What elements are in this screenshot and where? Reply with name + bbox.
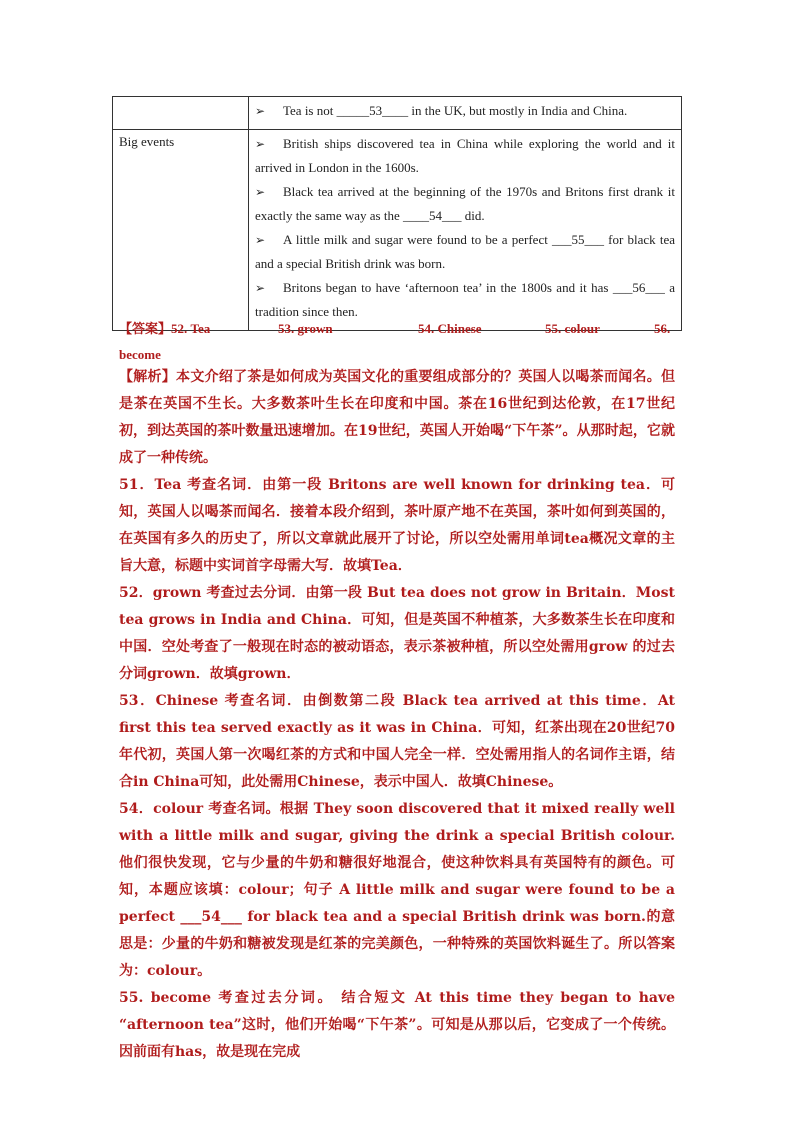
analysis-paragraph: 53．Chinese 考查名词．由倒数第二段 Black tea arrived at this time．At first this tea served exactly as it was in China．可知，红茶出现在20世纪70年代初，英国人第一次喝红茶的方式和中国人完全一样．空处需用指人的名词作主语，结合in China可知，此处需用Chinese，表示中国人．故填Chinese。 (119, 693, 675, 790)
analysis-paragraph: 52．grown 考查过去分词．由第一段 But tea does not grow in Britain．Most tea grows in India and China．可知，但是英国不种植茶，大多数茶生长在印度和中国．空处考查了一般现在时态的被动语态，表示茶被种植，所以空处需用grow 的过去分词grown．故填grown． (119, 585, 675, 682)
bullet-item (255, 228, 675, 276)
bullet-item (255, 99, 675, 123)
table-row (113, 130, 682, 331)
bullet-item (255, 180, 675, 228)
table-label-cell (113, 97, 249, 130)
arrow-bullet-icon: ➢ (255, 233, 266, 247)
arrow-bullet-icon: ➢ (255, 185, 266, 199)
answer-row (119, 316, 675, 342)
arrow-bullet-icon: ➢ (255, 137, 266, 151)
arrow-bullet-icon: ➢ (255, 281, 266, 295)
table-content-cell (249, 97, 682, 130)
bullet-text: Britons began to have ‘afternoon tea’ in the 1800s and it has ___56___ a tradition since then. (255, 280, 675, 319)
bullet-text: A little milk and sugar were found to be a perfect ___55___ for black tea and a special British drink was born. (255, 232, 675, 271)
bullet-text: Black tea arrived at the beginning of the 1970s and Britons first drank it exactly the same way as the ____54___ did. (255, 184, 675, 223)
table-content-cell (249, 130, 682, 331)
answer-55: 55. colour (545, 321, 600, 336)
arrow-bullet-icon: ➢ (255, 104, 266, 118)
answer-label: 【答案】52. Tea (119, 321, 211, 336)
summary-table (112, 96, 682, 331)
answer-53: 53. grown (278, 321, 333, 336)
bullet-text: Tea is not _____53____ in the UK, but mostly in India and China. (283, 103, 628, 118)
bullet-text: British ships discovered tea in China while exploring the world and it arrived in London in the 1600s. (255, 136, 675, 175)
analysis-section (119, 364, 675, 1066)
analysis-paragraph: 55. become 考查过去分词。 结合短文 At this time they began to have “afternoon tea”这时，他们开始喝“下午茶”。可知是从那以后，它变成了一个传统。因前面有has，故是现在完成 (119, 990, 675, 1060)
row-label: Big events (119, 134, 175, 149)
bullet-item (255, 132, 675, 180)
analysis-paragraph: 54．colour 考查名词。根据 They soon discovered that it mixed really well with a little milk and sugar, giving the drink a special British colour. 他们很快发现，它与少量的牛奶和糖很好地混合，使这种饮料具有英国特有的颜色。可知，本题应该填：colour；句子 A little milk and sugar were found to be a perfect ___54___ for black tea and a special British drink was born.的意思是：少量的牛奶和糖被发现是红茶的完美颜色，一种特殊的英国饮料诞生了。所以答案为：colour。 (119, 801, 675, 979)
table-label-cell (113, 130, 249, 331)
analysis-paragraph: 【解析】本文介绍了茶是如何成为英国文化的重要组成部分的？英国人以喝茶而闻名。但是茶在英国不生长。大多数茶叶生长在印度和中国。茶在16世纪到达伦敦，在17世纪初，到达英国的茶叶数量迅速增加。在19世纪，英国人开始喝“下午茶”。从那时起，它就成了一种传统。 (119, 369, 675, 466)
table-row (113, 97, 682, 130)
answer-56: 56. (654, 321, 671, 336)
answer-key (119, 316, 675, 368)
analysis-paragraph: 51．Tea 考查名词．由第一段 Britons are well known for drinking tea．可知，英国人以喝茶而闻名．接着本段介绍到，茶叶原产地不在英国，茶叶如何到英国的，在英国有多久的历史了，所以文章就此展开了讨论，所以空处需用单词tea概况文章的主旨大意，标题中实词首字母需大写．故填Tea． (119, 477, 675, 574)
answer-54: 54. Chinese (418, 321, 482, 336)
answer-56-word: become (119, 347, 161, 362)
